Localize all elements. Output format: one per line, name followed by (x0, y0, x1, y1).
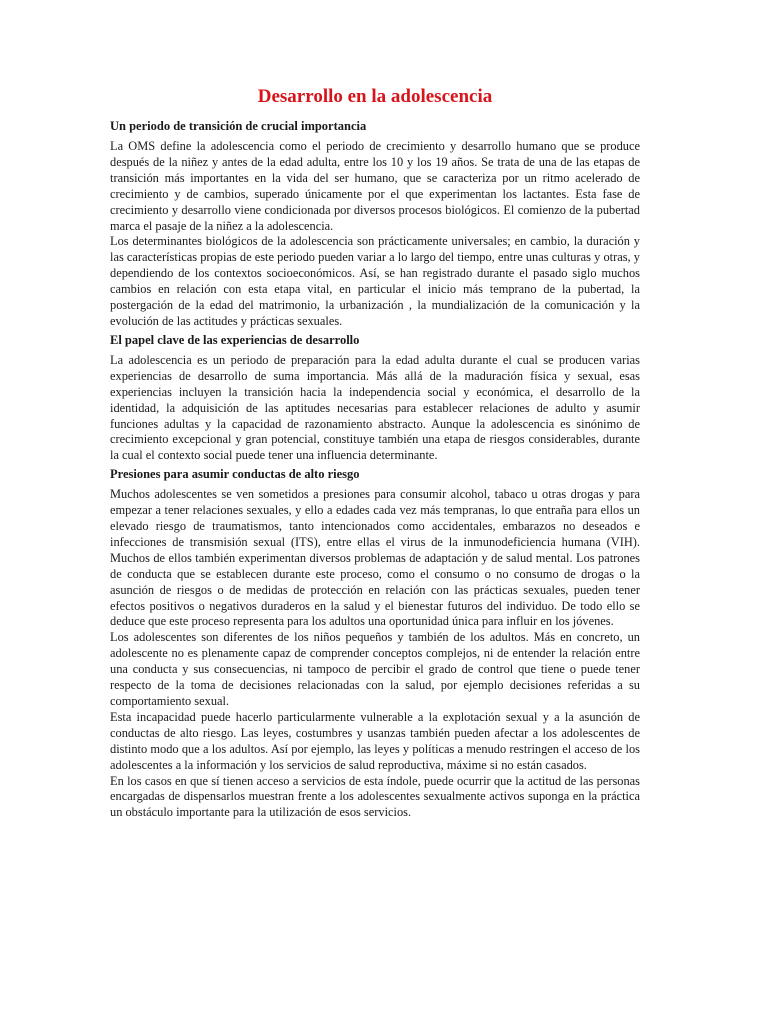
document-title: Desarrollo en la adolescencia (257, 86, 493, 107)
paragraph: En los casos en que sí tienen acceso a servicios de esta índole, puede ocurrir que la actitud de las personas encargadas de dispensarlos muestran frente a los adolescentes sexualmente activos suponga en la práctica un obstáculo importante para la utilización de esos servicios. (110, 773, 640, 820)
section-transition (110, 118, 640, 330)
paragraph: Los adolescentes son diferentes de los niños pequeños y también de los adultos. Más en concreto, un adolescente no es plenamente capaz de comprender conceptos complejos, ni de entender la relación entre una conducta y sus consecuencias, ni tampoco de percibir el grado de control que tiene o puede tener respecto de la toma de decisiones relacionadas con la salud, por ejemplo decisiones referidas a su comportamiento sexual. (110, 630, 640, 708)
paragraph: Esta incapacidad puede hacerlo particularmente vulnerable a la explotación sexual y a la asunción de conductas de alto riesgo. Las leyes, costumbres y usanzas también pueden afectar a los adolescentes de distinto modo que a los adultos. Así por ejemplo, las leyes y políticas a menudo restringen el acceso de los adolescentes a la información y los servicios de salud reproductiva, máxime si no están casados. (110, 709, 640, 772)
section-risk-pressures (110, 466, 640, 821)
section-heading: El papel clave de las experiencias de desarrollo (110, 332, 360, 347)
paragraph: La adolescencia es un periodo de preparación para la edad adulta durante el cual se producen varias experiencias de desarrollo de suma importancia. Más allá de la maduración física y sexual, esas experiencias incluyen la transición hacia la independencia social y económica, el desarrollo de la identidad, la adquisición de las aptitudes necesarias para establecer relaciones de adulto y asumir funciones adultas y la capacidad de razonamiento abstracto. Aunque la adolescencia es sinónimo de crecimiento excepcional y gran potencial, constituye también una etapa de riesgos considerables, durante la cual el contexto social puede tener una influencia determinante. (110, 352, 640, 463)
paragraph: La OMS define la adolescencia como el periodo de crecimiento y desarrollo humano que se produce después de la niñez y antes de la edad adulta, entre los 10 y los 19 años. Se trata de una de las etapas de transición más importantes en la vida del ser humano, que se caracteriza por un ritmo acelerado de crecimiento y de cambios, superado únicamente por el que experimentan los lactantes. Esta fase de crecimiento y desarrollo viene condicionada por diversos procesos biológicos. El comienzo de la pubertad marca el pasaje de la niñez a la adolescencia. (110, 139, 640, 233)
section-heading: Presiones para asumir conductas de alto riesgo (110, 467, 360, 482)
paragraph: Muchos adolescentes se ven sometidos a presiones para consumir alcohol, tabaco u otras drogas y para empezar a tener relaciones sexuales, y ello a edades cada vez más tempranas, lo que entraña para ellos un elevado riesgo de traumatismos, tanto intencionados como accidentales, embarazos no deseados e infecciones de transmisión sexual (ITS), entre ellas el virus de la inmunodeficiencia humana (VIH). Muchos de ellos también experimentan diversos problemas de adaptación y de salud mental. Los patrones de conducta que se establecen durante este proceso, como el consumo o no consumo de drogas o la asunción de riesgos o de medidas de protección en relación con las prácticas sexuales, pueden tener efectos positivos o negativos duraderos en la salud y el bienestar futuros del individuo. De todo ello se deduce que este proceso representa para los adultos una oportunidad única para influir en los jóvenes. (110, 487, 640, 629)
document-page (110, 84, 640, 823)
section-development-experiences (110, 332, 640, 464)
paragraph: Los determinantes biológicos de la adolescencia son prácticamente universales; en cambio, la duración y las características propias de este periodo pueden variar a lo largo del tiempo, entre unas culturas y otras, y dependiendo de los contextos socioeconómicos. Así, se han registrado durante el pasado siglo muchos cambios en relación con esta etapa vital, en particular el inicio más temprano de la pubertad, la postergación de la edad del matrimonio, la urbanización , la mundialización de la comunicación y la evolución de las actitudes y prácticas sexuales. (110, 234, 640, 328)
section-heading: Un periodo de transición de crucial importancia (110, 119, 367, 133)
